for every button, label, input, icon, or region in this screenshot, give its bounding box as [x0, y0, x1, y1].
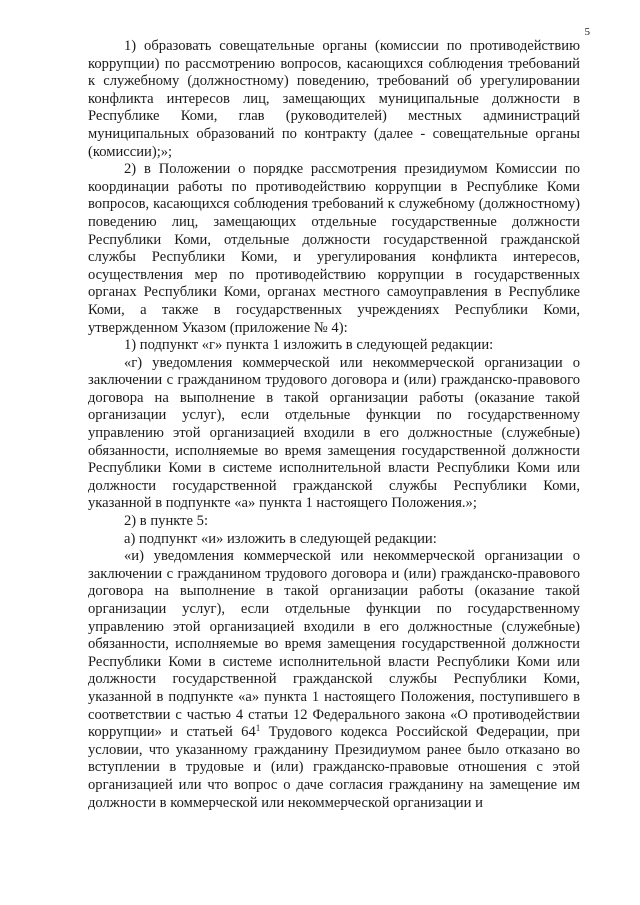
paragraph-subitem-2: 2) в пункте 5:	[124, 513, 209, 530]
paragraph-quote-i-text: «и) уведомления коммерческой или некоммерческой организации о заключении с гражданином трудового договора и (или) гражданско-правового договора на выполнение в такой организации работы (оказание такой организации услуг), если отдельные функции по государственному управлению этой организацией входили в его должностные (служебные) обязанности, исполняемые во время замещения государственной должности Республики Коми в системе исполнительной власти Республики Коми или должности государственной гражданской службы Республики Коми, указанной в подпункте «а» пункта 1 настоящего Положения, поступившего в соответствии с частью 4 статьи 12 Федерального закона «О противодействии коррупции» и статьей 64	[88, 548, 580, 741]
paragraph-quote-g: «г) уведомления коммерческой или некоммерческой организации о заключении с гражданином трудового договора и (или) гражданско-правового договора на выполнение в такой организации работы (оказание такой организации услуг), если отдельные функции по государственному управлению этой организацией входили в его должностные (служебные) обязанности, исполняемые во время замещения государственной должности Республики Коми в системе исполнительной власти Республики Коми или должности государственной гражданской службы Республики Коми, указанной в подпункте «а» пункта 1 настоящего Положения.»;	[88, 354, 580, 512]
paragraph-subitem-a: а) подпункт «и» изложить в следующей редакции:	[124, 530, 437, 547]
paragraph-item-1: 1) образовать совещательные органы (комиссии по противодействию коррупции) по рассмотрению вопросов, касающихся соблюдения требований к служебному (должностному) поведению, требований об урегулировании конфликта интересов лиц, замещающих муниципальные должности в Республике Коми, глав (руководителей) местных администраций муниципальных образований по контракту (далее - совещательные органы (комиссии);»;	[88, 38, 580, 160]
paragraph-quote-i-continuation: Трудового кодекса Российской Федерации, при условии, что указанному гражданину Президиумом ранее было отказано во вступлении в трудовые и (или) гражданско-правовые отношения с этой организацией или что вопрос о даче согласия гражданину на замещение им должности в коммерческой или некоммерческой организации и	[88, 724, 580, 811]
page-number: 5	[584, 26, 590, 38]
paragraph-subitem-1: 1) подпункт «г» пункта 1 изложить в следующей редакции:	[124, 337, 494, 354]
article-superscript: 1	[255, 723, 261, 734]
paragraph-item-2: 2) в Положении о порядке рассмотрения президиумом Комиссии по координации работы по противодействию коррупции в Республике Коми вопросов, касающихся соблюдения требований к служебному (должностному) поведению лиц, замещающих отдельные государственные должности Республики Коми, отдельные должности государственной гражданской службы Республики Коми, и урегулирования конфликта интересов, осуществления мер по противодействию коррупции в государственных органах Республики Коми, органах местного самоуправления в Республике Коми, а также в государственных учреждениях Республики Коми, утвержденном Указом (приложение № 4):	[88, 161, 580, 336]
document-body	[88, 38, 580, 812]
paragraph-quote-i	[88, 548, 580, 812]
